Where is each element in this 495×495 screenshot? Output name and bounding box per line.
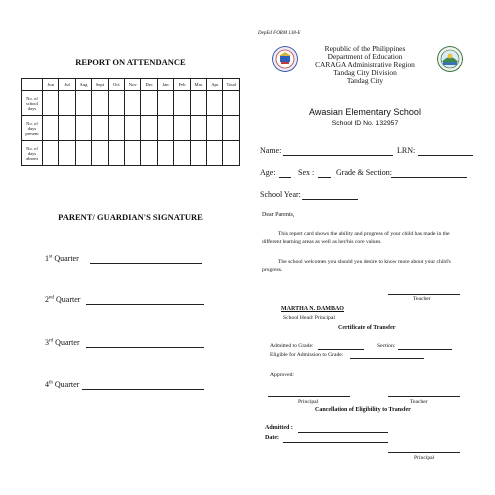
table-cell[interactable]: [223, 116, 240, 141]
row-label-line: No. of: [26, 120, 38, 126]
table-cell[interactable]: [174, 141, 190, 166]
table-cell[interactable]: [141, 116, 157, 141]
row-label-line: No. of: [26, 95, 38, 101]
table-cell[interactable]: [141, 141, 157, 166]
table-cell[interactable]: [43, 141, 59, 166]
certificate-title: Certificate of Transfer: [338, 325, 396, 331]
month-header: Nov: [125, 79, 141, 91]
quarter-word: Quarter: [55, 338, 80, 347]
admitted-grade-field[interactable]: [318, 349, 364, 350]
section-field[interactable]: [398, 349, 452, 350]
row-label: [22, 116, 43, 141]
school-name: Awasian Elementary School: [309, 107, 421, 117]
table-cell[interactable]: [157, 116, 173, 141]
quarter-2-signature-line[interactable]: [86, 304, 204, 305]
quarter-word: Quarter: [56, 295, 81, 304]
teacher-signature-line[interactable]: [388, 294, 460, 295]
table-cell[interactable]: [190, 91, 206, 116]
sex-field[interactable]: [318, 177, 331, 178]
admitted-label: Admitted :: [265, 425, 293, 431]
table-corner-cell: [22, 79, 43, 91]
quarter-suffix: nd: [49, 295, 54, 301]
lrn-field[interactable]: [418, 155, 473, 156]
quarter-2-label: [45, 295, 80, 304]
month-header: Jun: [43, 79, 59, 91]
row-label-line: days: [27, 150, 37, 156]
quarter-word: Quarter: [54, 254, 79, 263]
quarter-number: 4: [45, 380, 49, 389]
section-label: Section:: [377, 343, 396, 349]
row-label-line: school: [26, 100, 38, 106]
principal-signature-line[interactable]: [268, 396, 350, 397]
row-label-line: No. of: [26, 145, 38, 151]
division-seal-icon: [437, 46, 463, 72]
lrn-label: LRN:: [397, 146, 416, 155]
table-cell[interactable]: [59, 141, 75, 166]
table-cell[interactable]: [207, 116, 223, 141]
month-header: Jan: [157, 79, 173, 91]
admitted-grade-label: Admitted to Grade:: [270, 343, 314, 349]
table-row: [22, 141, 240, 166]
quarter-suffix: th: [49, 380, 53, 386]
table-cell[interactable]: [157, 141, 173, 166]
cancellation-title: Cancellation of Eligibility to Transfer: [315, 407, 411, 413]
school-id: School ID No. 132957: [331, 120, 399, 127]
row-label-line: days: [27, 125, 37, 131]
age-label: Age:: [260, 168, 276, 177]
grade-section-label: Grade & Section:: [336, 168, 392, 177]
principal-label: Principal: [298, 399, 319, 405]
approved-label: Approved:: [270, 372, 294, 378]
table-cell[interactable]: [190, 116, 206, 141]
month-header: Jul: [59, 79, 75, 91]
table-cell[interactable]: [223, 141, 240, 166]
form-code: DepEd FORM 138-E: [258, 31, 301, 36]
table-cell[interactable]: [190, 141, 206, 166]
quarter-suffix: rd: [49, 338, 54, 344]
table-cell[interactable]: [92, 141, 108, 166]
table-cell[interactable]: [75, 141, 91, 166]
header-line: CARAGA Administrative Region: [315, 60, 415, 69]
table-cell[interactable]: [125, 141, 141, 166]
row-label: [22, 91, 43, 116]
table-cell[interactable]: [207, 141, 223, 166]
table-cell[interactable]: [141, 91, 157, 116]
attendance-title: REPORT ON ATTENDANCE: [75, 57, 186, 67]
teacher-label-2: Teacher: [410, 399, 428, 405]
eligible-label: Eligible for Admission to Grade:: [270, 352, 344, 358]
table-cell[interactable]: [207, 91, 223, 116]
header-line: Department of Education: [327, 52, 403, 61]
month-header: Apr: [207, 79, 223, 91]
admitted-field[interactable]: [298, 432, 388, 433]
row-label-line: absent: [26, 155, 38, 161]
table-cell[interactable]: [92, 91, 108, 116]
school-head-title: School Head/ Principal: [283, 315, 335, 321]
eligible-field[interactable]: [350, 358, 424, 359]
sex-label: Sex :: [298, 168, 315, 177]
month-header: Feb: [174, 79, 190, 91]
teacher-label: Teacher: [413, 296, 431, 302]
month-header: Aug: [75, 79, 91, 91]
quarter-4-label: [45, 380, 79, 389]
name-field[interactable]: [283, 155, 393, 156]
quarter-word: Quarter: [54, 380, 80, 389]
header-line: Republic of the Philippines: [324, 44, 406, 53]
principal-label-2: Principal: [414, 455, 435, 461]
month-header: Sept: [92, 79, 108, 91]
table-cell[interactable]: [174, 91, 190, 116]
quarter-suffix: st: [49, 254, 53, 260]
agency-header: [300, 45, 430, 85]
header-line: Tandag City Division: [333, 68, 397, 77]
school-year-field[interactable]: [302, 199, 358, 200]
month-header: Dec: [141, 79, 157, 91]
table-cell[interactable]: [92, 116, 108, 141]
table-cell[interactable]: [223, 91, 240, 116]
table-cell[interactable]: [75, 91, 91, 116]
quarter-3-signature-line[interactable]: [86, 347, 204, 348]
date-field[interactable]: [283, 442, 388, 443]
table-cell[interactable]: [157, 91, 173, 116]
quarter-4-signature-line[interactable]: [82, 389, 204, 390]
table-cell[interactable]: [43, 91, 59, 116]
table-row: [22, 116, 240, 141]
signature-title: PARENT/ GUARDIAN'S SIGNATURE: [58, 212, 203, 222]
row-label: [22, 141, 43, 166]
quarter-number: 1: [45, 254, 49, 263]
row-label-line: days: [27, 105, 37, 111]
row-label-line: present: [25, 130, 39, 136]
table-cell[interactable]: [125, 91, 141, 116]
table-header-row: [22, 79, 240, 91]
month-header: Mar: [190, 79, 206, 91]
school-year-label: School Year:: [260, 190, 301, 199]
deped-seal-icon: [272, 46, 298, 72]
attendance-table: [21, 78, 240, 166]
letter-paragraph-1: This report card shows the ability and progress of your child has made in the different learning areas as well as her/his core values.: [262, 231, 450, 245]
principal-signature-line-2[interactable]: [388, 452, 460, 453]
letter-paragraph-2: The school welcomes you should you desire to know more about your child's progress.: [262, 259, 451, 273]
teacher-signature-line-2[interactable]: [388, 396, 460, 397]
table-cell[interactable]: [108, 141, 124, 166]
name-label: Name:: [260, 146, 282, 155]
quarter-3-label: [45, 338, 80, 347]
letter-greeting: Dear Parents,: [262, 212, 295, 218]
quarter-1-label: [45, 254, 79, 263]
table-cell[interactable]: [108, 116, 124, 141]
table-cell[interactable]: [59, 116, 75, 141]
quarter-number: 3: [45, 338, 49, 347]
table-cell[interactable]: [43, 116, 59, 141]
school-head-name: MARTHA N. DAMBAO: [281, 306, 344, 312]
table-cell[interactable]: [174, 116, 190, 141]
month-header: Oct: [108, 79, 124, 91]
date-label: Date:: [265, 435, 279, 441]
table-cell[interactable]: [75, 116, 91, 141]
month-header: Total: [223, 79, 240, 91]
age-field[interactable]: [279, 177, 291, 178]
grade-section-field[interactable]: [391, 177, 467, 178]
quarter-number: 2: [45, 295, 49, 304]
table-row: [22, 91, 240, 116]
quarter-1-signature-line[interactable]: [90, 263, 202, 264]
table-cell[interactable]: [125, 116, 141, 141]
table-cell[interactable]: [59, 91, 75, 116]
header-line: Tandag City: [346, 76, 384, 85]
table-cell[interactable]: [108, 91, 124, 116]
